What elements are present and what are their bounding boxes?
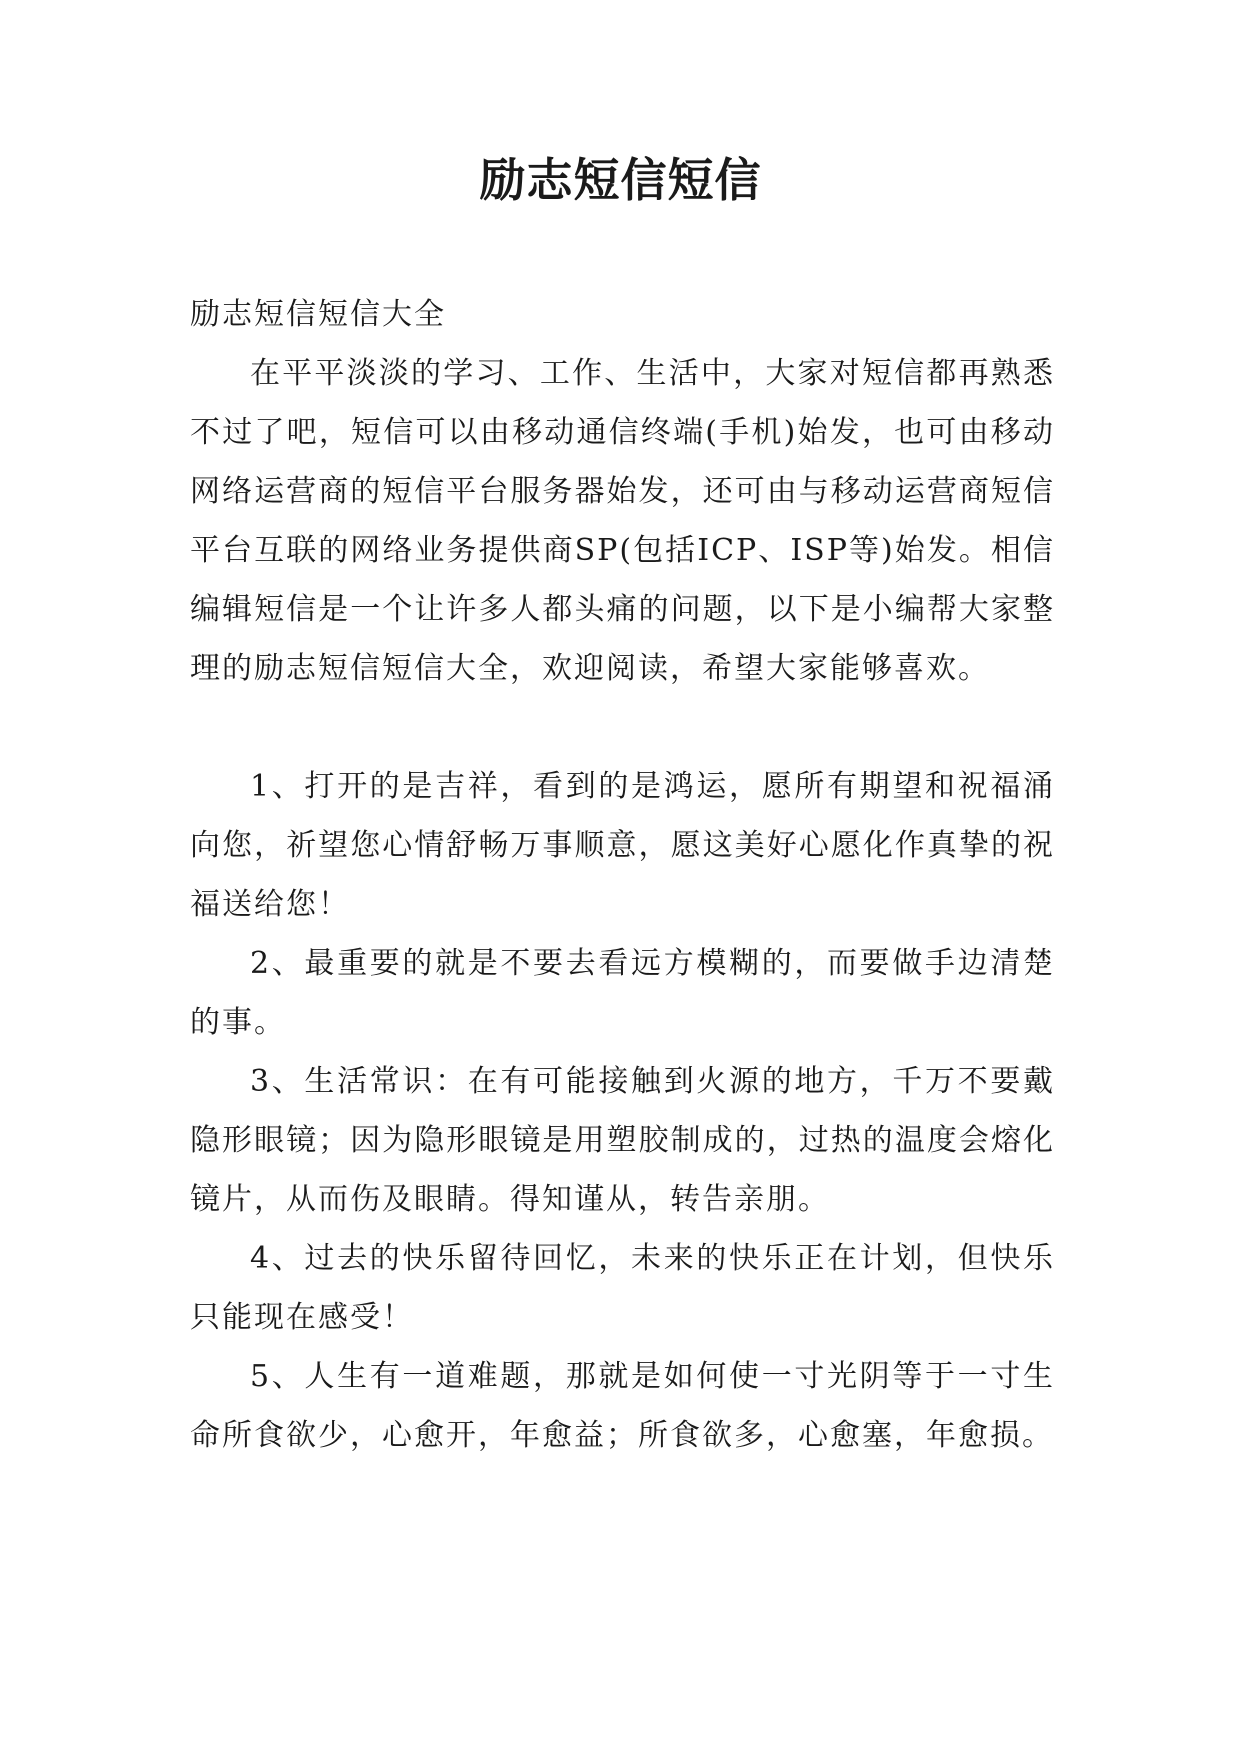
list-item: 4、过去的快乐留待回忆，未来的快乐正在计划，但快乐只能现在感受！: [190, 1241, 1055, 1335]
list-item: 3、生活常识：在有可能接触到火源的地方，千万不要戴隐形眼镜；因为隐形眼镜是用塑胶制成的，过热的温度会熔化镜片，从而伤及眼睛。得知谨从，转告亲朋。: [190, 1064, 1055, 1217]
list-item: 2、最重要的就是不要去看远方模糊的，而要做手边清楚的事。: [190, 946, 1055, 1040]
list-item: 5、人生有一道难题，那就是如何使一寸光阴等于一寸生命所食欲少，心愈开，年愈益；所食欲多，心愈塞，年愈损。: [190, 1359, 1055, 1453]
document-body: [190, 285, 1055, 1465]
paragraph-spacer: [190, 698, 1055, 757]
list-item: 1、打开的是吉祥，看到的是鸿运，愿所有期望和祝福涌向您，祈望您心情舒畅万事顺意，愿这美好心愿化作真挚的祝福送给您！: [190, 769, 1055, 922]
intro-paragraph: 在平平淡淡的学习、工作、生活中，大家对短信都再熟悉不过了吧，短信可以由移动通信终端(手机)始发，也可由移动网络运营商的短信平台服务器始发，还可由与移动运营商短信平台互联的网络业务提供商SP(包括ICP、ISP等)始发。相信编辑短信是一个让许多人都头痛的问题，以下是小编帮大家整理的励志短信短信大全，欢迎阅读，希望大家能够喜欢。: [190, 356, 1055, 686]
document-title: 励志短信短信: [479, 153, 762, 207]
document-subtitle: 励志短信短信大全: [190, 297, 446, 332]
